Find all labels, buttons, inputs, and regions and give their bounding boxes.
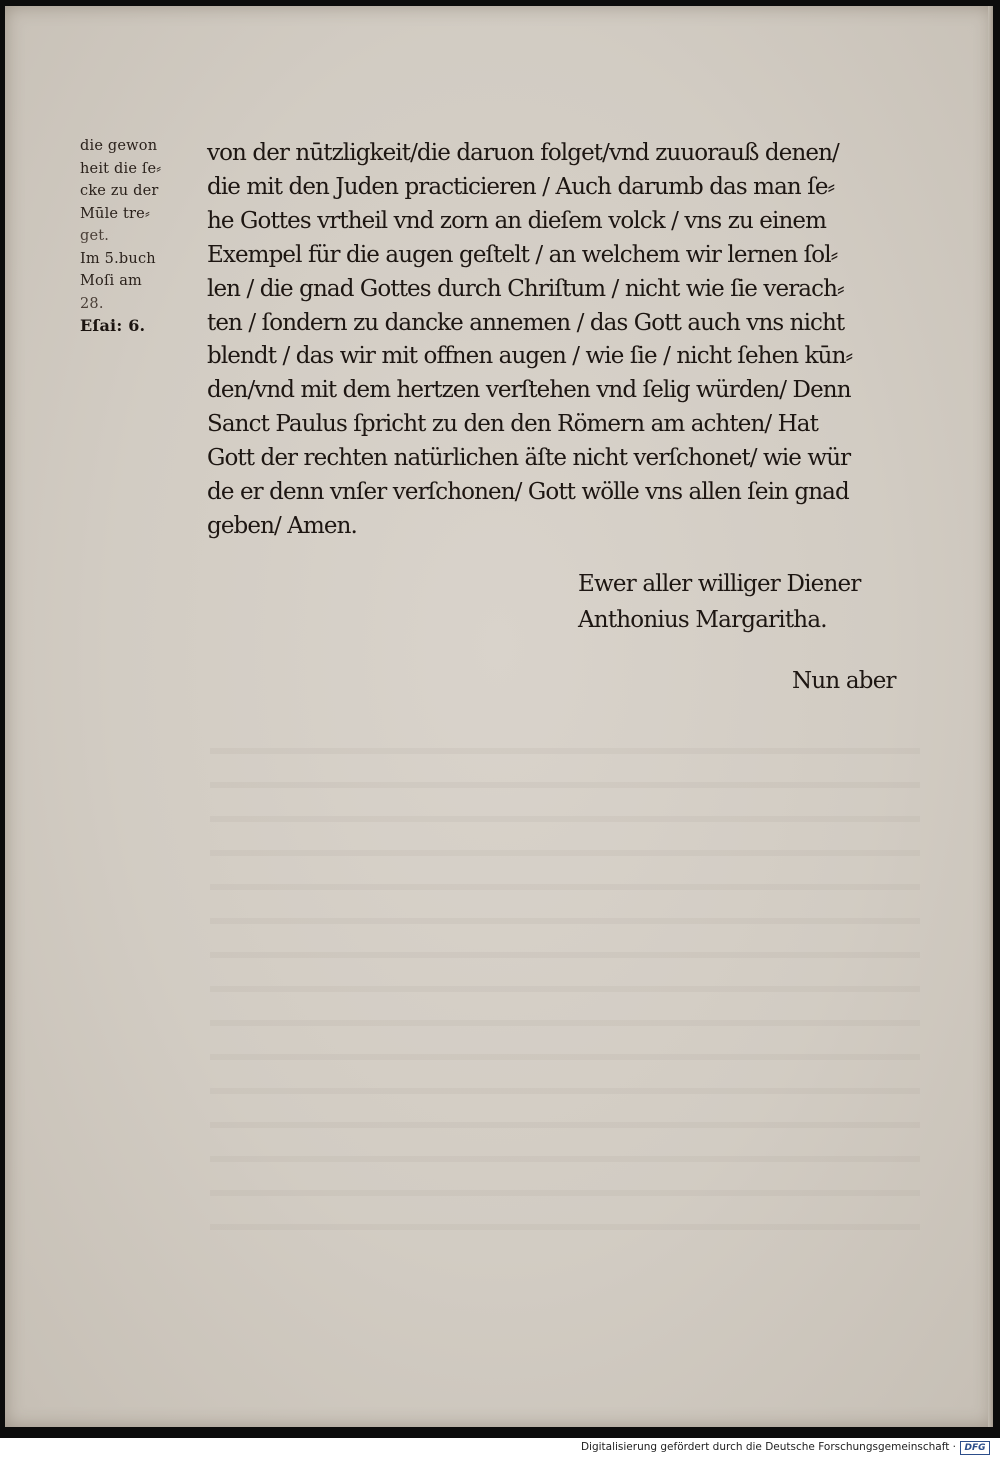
text-line: Exempel für die augen geſtelt / an welchem wir lernen ſol⸗ [207, 241, 838, 268]
text-line: von der nūtzligkeit/die daruon folget/vnd zuuorauß denen/ [207, 140, 839, 166]
marginal-note-line: cke zu der [80, 183, 159, 199]
text-line: blendt / das wir mit offnen augen / wie ſie / nicht ſehen kūn⸗ [207, 343, 853, 370]
marginal-note-line: get. [80, 228, 110, 244]
main-text-block [207, 137, 919, 544]
dfg-logo-icon: DFG [960, 1441, 990, 1455]
text-line: den/vnd mit dem hertzen verſtehen vnd ſelig würden/ Denn [207, 377, 851, 404]
page-edge [988, 6, 993, 1427]
funding-credit: Digitalisierung gefördert durch die Deutsche Forschungsgemeinschaft · [580, 1441, 956, 1453]
marginal-note-line: 28. [80, 295, 104, 312]
text-line: de er denn vnſer verſchonen/ Gott wölle vns allen ſein gnad [207, 479, 849, 506]
ink-bleed-through [210, 726, 920, 1246]
marginal-note-line: Moſi am [80, 273, 142, 289]
marginal-note-line: die gewon [80, 138, 158, 154]
text-line: ten / ſondern zu dancke annemen / das Gott auch vns nicht [207, 309, 845, 336]
marginal-note-line: Eſai: 6. [80, 316, 146, 335]
signature-block [578, 566, 861, 638]
signature-closing: Ewer aller williger Diener [578, 571, 861, 597]
text-line: len / die gnad Gottes durch Chriſtum / nicht wie ſie verach⸗ [207, 275, 844, 302]
marginal-note-line: Mūle tre⸗ [80, 205, 150, 222]
text-line: Gott der rechten natürlichen äſte nicht verſchonet/ wie wür [207, 445, 851, 472]
footer-bar [0, 1438, 1000, 1459]
marginal-note-line: Im 5.buch [80, 250, 156, 267]
text-line: Sanct Paulus ſpricht zu den den Römern am achten/ Hat [207, 411, 818, 438]
text-line: die mit den Juden practicieren / Auch darumb das man ſe⸗ [207, 173, 835, 200]
marginal-note-line: heit die ſe⸗ [80, 160, 162, 177]
text-line: geben/ Amen. [207, 512, 357, 539]
text-line: he Gottes vrtheil vnd zorn an dieſem volck / vns zu einem [207, 207, 826, 234]
catchword: Nun aber [792, 668, 896, 694]
signature-author: Anthonius Margaritha. [578, 607, 827, 633]
marginal-notes [80, 135, 198, 338]
